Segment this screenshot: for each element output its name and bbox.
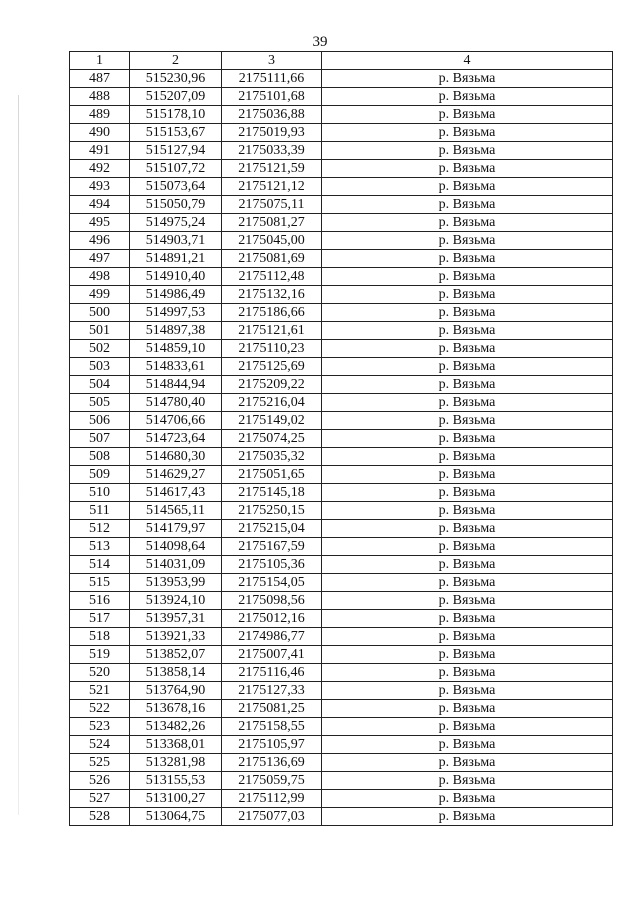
cell-point-number: 490 xyxy=(70,124,130,142)
table-row xyxy=(70,70,613,88)
cell-description: р. Вязьма xyxy=(322,412,613,430)
cell-y-coordinate: 2175105,97 xyxy=(222,736,322,754)
cell-x-coordinate: 515207,09 xyxy=(130,88,222,106)
cell-description: р. Вязьма xyxy=(322,322,613,340)
table-row xyxy=(70,286,613,304)
cell-x-coordinate: 514031,09 xyxy=(130,556,222,574)
cell-x-coordinate: 513953,99 xyxy=(130,574,222,592)
cell-point-number: 513 xyxy=(70,538,130,556)
cell-description: р. Вязьма xyxy=(322,574,613,592)
cell-point-number: 487 xyxy=(70,70,130,88)
cell-point-number: 516 xyxy=(70,592,130,610)
cell-point-number: 511 xyxy=(70,502,130,520)
cell-description: р. Вязьма xyxy=(322,628,613,646)
table-row xyxy=(70,718,613,736)
table-row xyxy=(70,736,613,754)
cell-point-number: 522 xyxy=(70,700,130,718)
cell-x-coordinate: 514844,94 xyxy=(130,376,222,394)
cell-x-coordinate: 513482,26 xyxy=(130,718,222,736)
cell-y-coordinate: 2175145,18 xyxy=(222,484,322,502)
cell-y-coordinate: 2175125,69 xyxy=(222,358,322,376)
cell-description: р. Вязьма xyxy=(322,430,613,448)
cell-description: р. Вязьма xyxy=(322,304,613,322)
table-row xyxy=(70,322,613,340)
cell-y-coordinate: 2175112,48 xyxy=(222,268,322,286)
cell-x-coordinate: 515107,72 xyxy=(130,160,222,178)
cell-point-number: 502 xyxy=(70,340,130,358)
cell-description: р. Вязьма xyxy=(322,646,613,664)
cell-y-coordinate: 2175081,69 xyxy=(222,250,322,268)
table-row xyxy=(70,664,613,682)
cell-point-number: 507 xyxy=(70,430,130,448)
cell-y-coordinate: 2175111,66 xyxy=(222,70,322,88)
cell-description: р. Вязьма xyxy=(322,610,613,628)
cell-point-number: 500 xyxy=(70,304,130,322)
cell-x-coordinate: 514903,71 xyxy=(130,232,222,250)
cell-point-number: 497 xyxy=(70,250,130,268)
cell-description: р. Вязьма xyxy=(322,214,613,232)
cell-description: р. Вязьма xyxy=(322,538,613,556)
cell-y-coordinate: 2175081,27 xyxy=(222,214,322,232)
cell-point-number: 525 xyxy=(70,754,130,772)
column-header-point-number: 1 xyxy=(70,52,130,70)
cell-y-coordinate: 2175035,32 xyxy=(222,448,322,466)
cell-x-coordinate: 515178,10 xyxy=(130,106,222,124)
cell-description: р. Вязьма xyxy=(322,394,613,412)
cell-description: р. Вязьма xyxy=(322,556,613,574)
page-number: 39 xyxy=(312,34,328,50)
cell-x-coordinate: 515050,79 xyxy=(130,196,222,214)
column-header-description: 4 xyxy=(322,52,613,70)
cell-description: р. Вязьма xyxy=(322,268,613,286)
column-header-y: 3 xyxy=(222,52,322,70)
cell-point-number: 505 xyxy=(70,394,130,412)
cell-x-coordinate: 514617,43 xyxy=(130,484,222,502)
table-row xyxy=(70,106,613,124)
cell-point-number: 491 xyxy=(70,142,130,160)
table-row xyxy=(70,556,613,574)
cell-description: р. Вязьма xyxy=(322,340,613,358)
cell-description: р. Вязьма xyxy=(322,808,613,826)
table-row xyxy=(70,610,613,628)
cell-description: р. Вязьма xyxy=(322,232,613,250)
cell-x-coordinate: 514723,64 xyxy=(130,430,222,448)
table-row xyxy=(70,484,613,502)
cell-description: р. Вязьма xyxy=(322,700,613,718)
cell-description: р. Вязьма xyxy=(322,502,613,520)
cell-y-coordinate: 2175132,16 xyxy=(222,286,322,304)
cell-point-number: 521 xyxy=(70,682,130,700)
cell-y-coordinate: 2175127,33 xyxy=(222,682,322,700)
cell-y-coordinate: 2175098,56 xyxy=(222,592,322,610)
table-row xyxy=(70,448,613,466)
cell-y-coordinate: 2175250,15 xyxy=(222,502,322,520)
table-row xyxy=(70,142,613,160)
cell-description: р. Вязьма xyxy=(322,106,613,124)
cell-y-coordinate: 2175121,61 xyxy=(222,322,322,340)
cell-x-coordinate: 514565,11 xyxy=(130,502,222,520)
cell-description: р. Вязьма xyxy=(322,466,613,484)
table-header-row xyxy=(70,52,613,70)
table-row xyxy=(70,772,613,790)
cell-y-coordinate: 2175075,11 xyxy=(222,196,322,214)
table-row xyxy=(70,304,613,322)
cell-description: р. Вязьма xyxy=(322,484,613,502)
cell-point-number: 488 xyxy=(70,88,130,106)
cell-description: р. Вязьма xyxy=(322,70,613,88)
cell-point-number: 523 xyxy=(70,718,130,736)
cell-description: р. Вязьма xyxy=(322,664,613,682)
table-row xyxy=(70,520,613,538)
cell-point-number: 499 xyxy=(70,286,130,304)
table-row xyxy=(70,682,613,700)
cell-y-coordinate: 2175167,59 xyxy=(222,538,322,556)
cell-x-coordinate: 513858,14 xyxy=(130,664,222,682)
cell-y-coordinate: 2175036,88 xyxy=(222,106,322,124)
cell-x-coordinate: 514910,40 xyxy=(130,268,222,286)
cell-point-number: 519 xyxy=(70,646,130,664)
table-row xyxy=(70,250,613,268)
cell-description: р. Вязьма xyxy=(322,448,613,466)
scan-edge-line xyxy=(18,95,19,815)
table-row xyxy=(70,358,613,376)
column-header-x: 2 xyxy=(130,52,222,70)
cell-point-number: 489 xyxy=(70,106,130,124)
cell-y-coordinate: 2175045,00 xyxy=(222,232,322,250)
cell-point-number: 528 xyxy=(70,808,130,826)
cell-point-number: 510 xyxy=(70,484,130,502)
table-row xyxy=(70,592,613,610)
cell-point-number: 518 xyxy=(70,628,130,646)
cell-y-coordinate: 2175012,16 xyxy=(222,610,322,628)
cell-description: р. Вязьма xyxy=(322,790,613,808)
cell-point-number: 494 xyxy=(70,196,130,214)
cell-y-coordinate: 2175136,69 xyxy=(222,754,322,772)
cell-x-coordinate: 513155,53 xyxy=(130,772,222,790)
cell-point-number: 509 xyxy=(70,466,130,484)
cell-y-coordinate: 2175186,66 xyxy=(222,304,322,322)
cell-x-coordinate: 513678,16 xyxy=(130,700,222,718)
cell-x-coordinate: 513064,75 xyxy=(130,808,222,826)
table-row xyxy=(70,88,613,106)
cell-description: р. Вязьма xyxy=(322,754,613,772)
cell-y-coordinate: 2175216,04 xyxy=(222,394,322,412)
table-row xyxy=(70,430,613,448)
table-row xyxy=(70,196,613,214)
cell-y-coordinate: 2175215,04 xyxy=(222,520,322,538)
cell-x-coordinate: 515127,94 xyxy=(130,142,222,160)
cell-point-number: 512 xyxy=(70,520,130,538)
table-row xyxy=(70,232,613,250)
cell-point-number: 520 xyxy=(70,664,130,682)
cell-description: р. Вязьма xyxy=(322,142,613,160)
cell-point-number: 524 xyxy=(70,736,130,754)
table-row xyxy=(70,160,613,178)
cell-point-number: 527 xyxy=(70,790,130,808)
cell-description: р. Вязьма xyxy=(322,592,613,610)
cell-point-number: 498 xyxy=(70,268,130,286)
cell-y-coordinate: 2175051,65 xyxy=(222,466,322,484)
table-row xyxy=(70,754,613,772)
cell-description: р. Вязьма xyxy=(322,376,613,394)
cell-description: р. Вязьма xyxy=(322,124,613,142)
cell-point-number: 495 xyxy=(70,214,130,232)
cell-point-number: 526 xyxy=(70,772,130,790)
cell-point-number: 515 xyxy=(70,574,130,592)
table-row xyxy=(70,268,613,286)
cell-y-coordinate: 2175074,25 xyxy=(222,430,322,448)
cell-x-coordinate: 514975,24 xyxy=(130,214,222,232)
cell-point-number: 504 xyxy=(70,376,130,394)
cell-x-coordinate: 513957,31 xyxy=(130,610,222,628)
cell-x-coordinate: 513921,33 xyxy=(130,628,222,646)
table-row xyxy=(70,628,613,646)
cell-y-coordinate: 2175121,59 xyxy=(222,160,322,178)
cell-x-coordinate: 514098,64 xyxy=(130,538,222,556)
cell-y-coordinate: 2175149,02 xyxy=(222,412,322,430)
cell-point-number: 493 xyxy=(70,178,130,196)
cell-x-coordinate: 514997,53 xyxy=(130,304,222,322)
cell-point-number: 496 xyxy=(70,232,130,250)
cell-point-number: 503 xyxy=(70,358,130,376)
cell-description: р. Вязьма xyxy=(322,88,613,106)
cell-description: р. Вязьма xyxy=(322,250,613,268)
cell-description: р. Вязьма xyxy=(322,520,613,538)
cell-point-number: 508 xyxy=(70,448,130,466)
cell-point-number: 506 xyxy=(70,412,130,430)
cell-y-coordinate: 2175081,25 xyxy=(222,700,322,718)
cell-x-coordinate: 513100,27 xyxy=(130,790,222,808)
table-row xyxy=(70,538,613,556)
cell-description: р. Вязьма xyxy=(322,196,613,214)
cell-y-coordinate: 2175112,99 xyxy=(222,790,322,808)
cell-y-coordinate: 2175154,05 xyxy=(222,574,322,592)
cell-x-coordinate: 514179,97 xyxy=(130,520,222,538)
cell-description: р. Вязьма xyxy=(322,718,613,736)
cell-description: р. Вязьма xyxy=(322,682,613,700)
table-row xyxy=(70,394,613,412)
cell-y-coordinate: 2175121,12 xyxy=(222,178,322,196)
cell-y-coordinate: 2175019,93 xyxy=(222,124,322,142)
cell-y-coordinate: 2175110,23 xyxy=(222,340,322,358)
cell-x-coordinate: 513852,07 xyxy=(130,646,222,664)
cell-y-coordinate: 2174986,77 xyxy=(222,628,322,646)
cell-y-coordinate: 2175007,41 xyxy=(222,646,322,664)
table-row xyxy=(70,466,613,484)
cell-x-coordinate: 515230,96 xyxy=(130,70,222,88)
cell-x-coordinate: 514680,30 xyxy=(130,448,222,466)
table-row xyxy=(70,574,613,592)
table-row xyxy=(70,376,613,394)
table-row xyxy=(70,214,613,232)
cell-point-number: 492 xyxy=(70,160,130,178)
cell-description: р. Вязьма xyxy=(322,160,613,178)
cell-x-coordinate: 515153,67 xyxy=(130,124,222,142)
cell-x-coordinate: 514986,49 xyxy=(130,286,222,304)
cell-y-coordinate: 2175158,55 xyxy=(222,718,322,736)
cell-x-coordinate: 514780,40 xyxy=(130,394,222,412)
table-row xyxy=(70,646,613,664)
cell-x-coordinate: 514629,27 xyxy=(130,466,222,484)
table-row xyxy=(70,808,613,826)
table-row xyxy=(70,700,613,718)
cell-x-coordinate: 514859,10 xyxy=(130,340,222,358)
cell-x-coordinate: 514833,61 xyxy=(130,358,222,376)
table-row xyxy=(70,412,613,430)
cell-x-coordinate: 513281,98 xyxy=(130,754,222,772)
cell-x-coordinate: 513764,90 xyxy=(130,682,222,700)
cell-y-coordinate: 2175059,75 xyxy=(222,772,322,790)
cell-x-coordinate: 514706,66 xyxy=(130,412,222,430)
cell-point-number: 501 xyxy=(70,322,130,340)
table-row xyxy=(70,340,613,358)
cell-y-coordinate: 2175077,03 xyxy=(222,808,322,826)
cell-description: р. Вязьма xyxy=(322,286,613,304)
cell-y-coordinate: 2175209,22 xyxy=(222,376,322,394)
cell-description: р. Вязьма xyxy=(322,178,613,196)
cell-point-number: 514 xyxy=(70,556,130,574)
table-row xyxy=(70,178,613,196)
cell-x-coordinate: 513924,10 xyxy=(130,592,222,610)
cell-y-coordinate: 2175116,46 xyxy=(222,664,322,682)
cell-y-coordinate: 2175101,68 xyxy=(222,88,322,106)
cell-description: р. Вязьма xyxy=(322,772,613,790)
cell-x-coordinate: 513368,01 xyxy=(130,736,222,754)
cell-x-coordinate: 514891,21 xyxy=(130,250,222,268)
cell-point-number: 517 xyxy=(70,610,130,628)
coordinates-table xyxy=(69,51,613,826)
cell-description: р. Вязьма xyxy=(322,358,613,376)
table-row xyxy=(70,790,613,808)
table-row xyxy=(70,124,613,142)
cell-x-coordinate: 515073,64 xyxy=(130,178,222,196)
table-row xyxy=(70,502,613,520)
cell-description: р. Вязьма xyxy=(322,736,613,754)
cell-y-coordinate: 2175105,36 xyxy=(222,556,322,574)
cell-x-coordinate: 514897,38 xyxy=(130,322,222,340)
cell-y-coordinate: 2175033,39 xyxy=(222,142,322,160)
